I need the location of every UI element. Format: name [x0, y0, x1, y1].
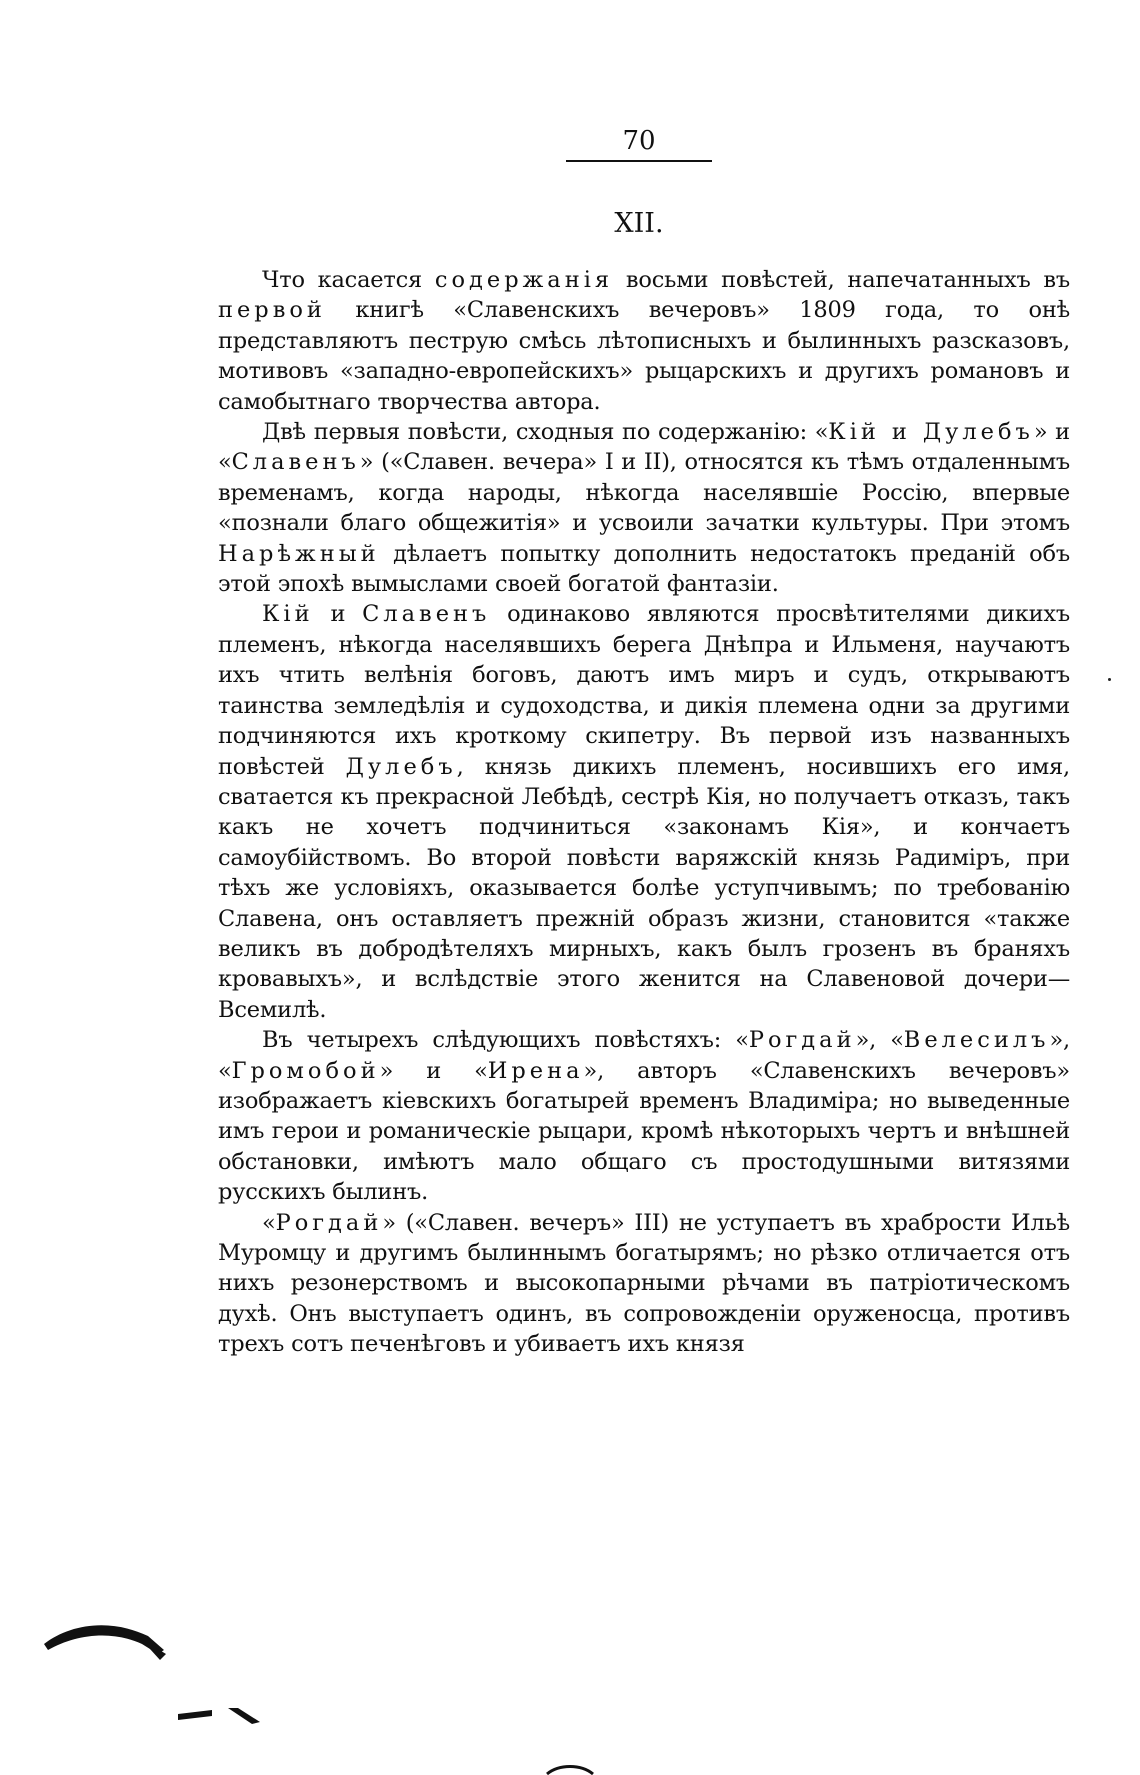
spaced-emphasis-text: Нарѣжный [218, 540, 380, 567]
spaced-emphasis-text: Кій и Дулебъ [828, 419, 1034, 446]
spaced-emphasis-text: Рогдай [275, 1209, 383, 1236]
spaced-emphasis-text: первой [218, 297, 326, 324]
paragraph [218, 265, 1070, 417]
text-run: , князь дикихъ племенъ, носившихъ его имя, сватается къ прекрасной Лебѣдѣ, сестрѣ Кія, но получаетъ отказъ, такъ какъ не хочетъ подчиниться «законамъ Кія», и кончаетъ самоубійствомъ. Во второй повѣсти варяжскій князь Радиміръ, при тѣхъ же условіяхъ, оказывается болѣе уступчивымъ; по требованію Славена, онъ оставляетъ прежній образъ жизни, становится «также великъ въ добродѣтеляхъ мирныхъ, какъ былъ грозенъ въ браняхъ кровавыхъ», и вслѣдствіе этого женится на Славеновой дочери—Всемилѣ. [218, 753, 1070, 1023]
spaced-emphasis-text: Ирена [487, 1057, 584, 1084]
spaced-emphasis-text: содержанія [434, 267, 614, 293]
margin-speck [1108, 678, 1111, 681]
text-run: одинаково являются просвѣтителями дикихъ племенъ, нѣкогда населявшихъ берега Днѣпра и Ильменя, научаютъ ихъ чтить велѣнія боговъ, даютъ имъ миръ и судъ, открываютъ таинства земледѣлія и судоходства, и дикія племена одни за другими подчиняются ихъ кроткому скипетру. Въ первой изъ названныхъ повѣстей [218, 601, 1071, 780]
text-run: », « [855, 1027, 904, 1054]
text-run: Что касается [262, 267, 435, 293]
text-run: и [313, 601, 363, 628]
spaced-emphasis-text: Славенъ [231, 449, 360, 476]
page-number: 70 [566, 126, 712, 162]
text-run: » («Славен. вечера» I и II), относятся къ тѣмъ отдаленнымъ временамъ, когда народы, нѣкогда населявшіе Россію, впервые «познали благо общежитія» и усвоили зачатки культуры. При этомъ [218, 449, 1070, 537]
spaced-emphasis-text: Велесилъ [903, 1027, 1050, 1054]
spaced-emphasis-text: Славенъ [362, 601, 491, 628]
text-run: « [262, 1209, 276, 1236]
text-run: Двѣ первыя повѣсти, сходныя по содержанію: « [262, 419, 829, 446]
ink-smudge-mark [40, 1610, 170, 1680]
text-run: восьми повѣстей, напечатанныхъ въ [613, 267, 1070, 293]
text-run: » и « [218, 419, 1070, 476]
spaced-emphasis-text: Рогдай [748, 1027, 856, 1054]
paragraph [218, 1208, 1070, 1360]
paragraph [218, 417, 1070, 599]
spaced-emphasis-text: Громобой [231, 1057, 380, 1084]
text-run: книгѣ «Славенскихъ вечеровъ» 1809 года, то онѣ представляютъ пеструю смѣсь лѣтописныхъ и былинныхъ разсказовъ, мотивовъ «западно-европейскихъ» рыцарскихъ и другихъ романовъ и самобытнаго творчества автора. [218, 297, 1070, 415]
page-edge-arc [545, 1762, 595, 1775]
text-run: Въ четырехъ слѣдующихъ повѣстяхъ: « [262, 1027, 749, 1054]
text-run: », « [218, 1027, 1070, 1084]
text-run: дѣлаетъ попытку дополнить недостатокъ преданій объ этой эпохѣ вымыслами своей богатой фантазіи. [218, 540, 1070, 598]
spaced-emphasis-text: Дулебъ [345, 753, 457, 780]
text-run: » («Славен. вечеръ» III) не уступаетъ въ храбрости Ильѣ Муромцу и другимъ былиннымъ богатырямъ; но рѣзко отличается отъ нихъ резонерствомъ и высокопарными рѣчами въ патріотическомъ духѣ. Онъ выступаетъ одинъ, въ сопровожденіи оруженосца, противъ трехъ сотъ печенѣговъ и убиваетъ ихъ князя [218, 1209, 1070, 1358]
ink-dash-mark [176, 1700, 286, 1730]
text-run: » и « [379, 1057, 488, 1084]
spaced-emphasis-text: Кій [262, 601, 314, 628]
text-run: », авторъ «Славенскихъ вечеровъ» изображаетъ кіевскихъ богатырей временъ Владиміра; но выведенные имъ герои и романическіе рыцари, кромѣ нѣкоторыхъ чертъ и внѣшней обстановки, имѣютъ мало общаго съ простодушными витязями русскихъ былинъ. [218, 1057, 1070, 1206]
paragraph [218, 599, 1070, 1025]
chapter-heading: XII. [614, 208, 664, 239]
paragraph [218, 1025, 1070, 1207]
text-body [218, 265, 1070, 1360]
